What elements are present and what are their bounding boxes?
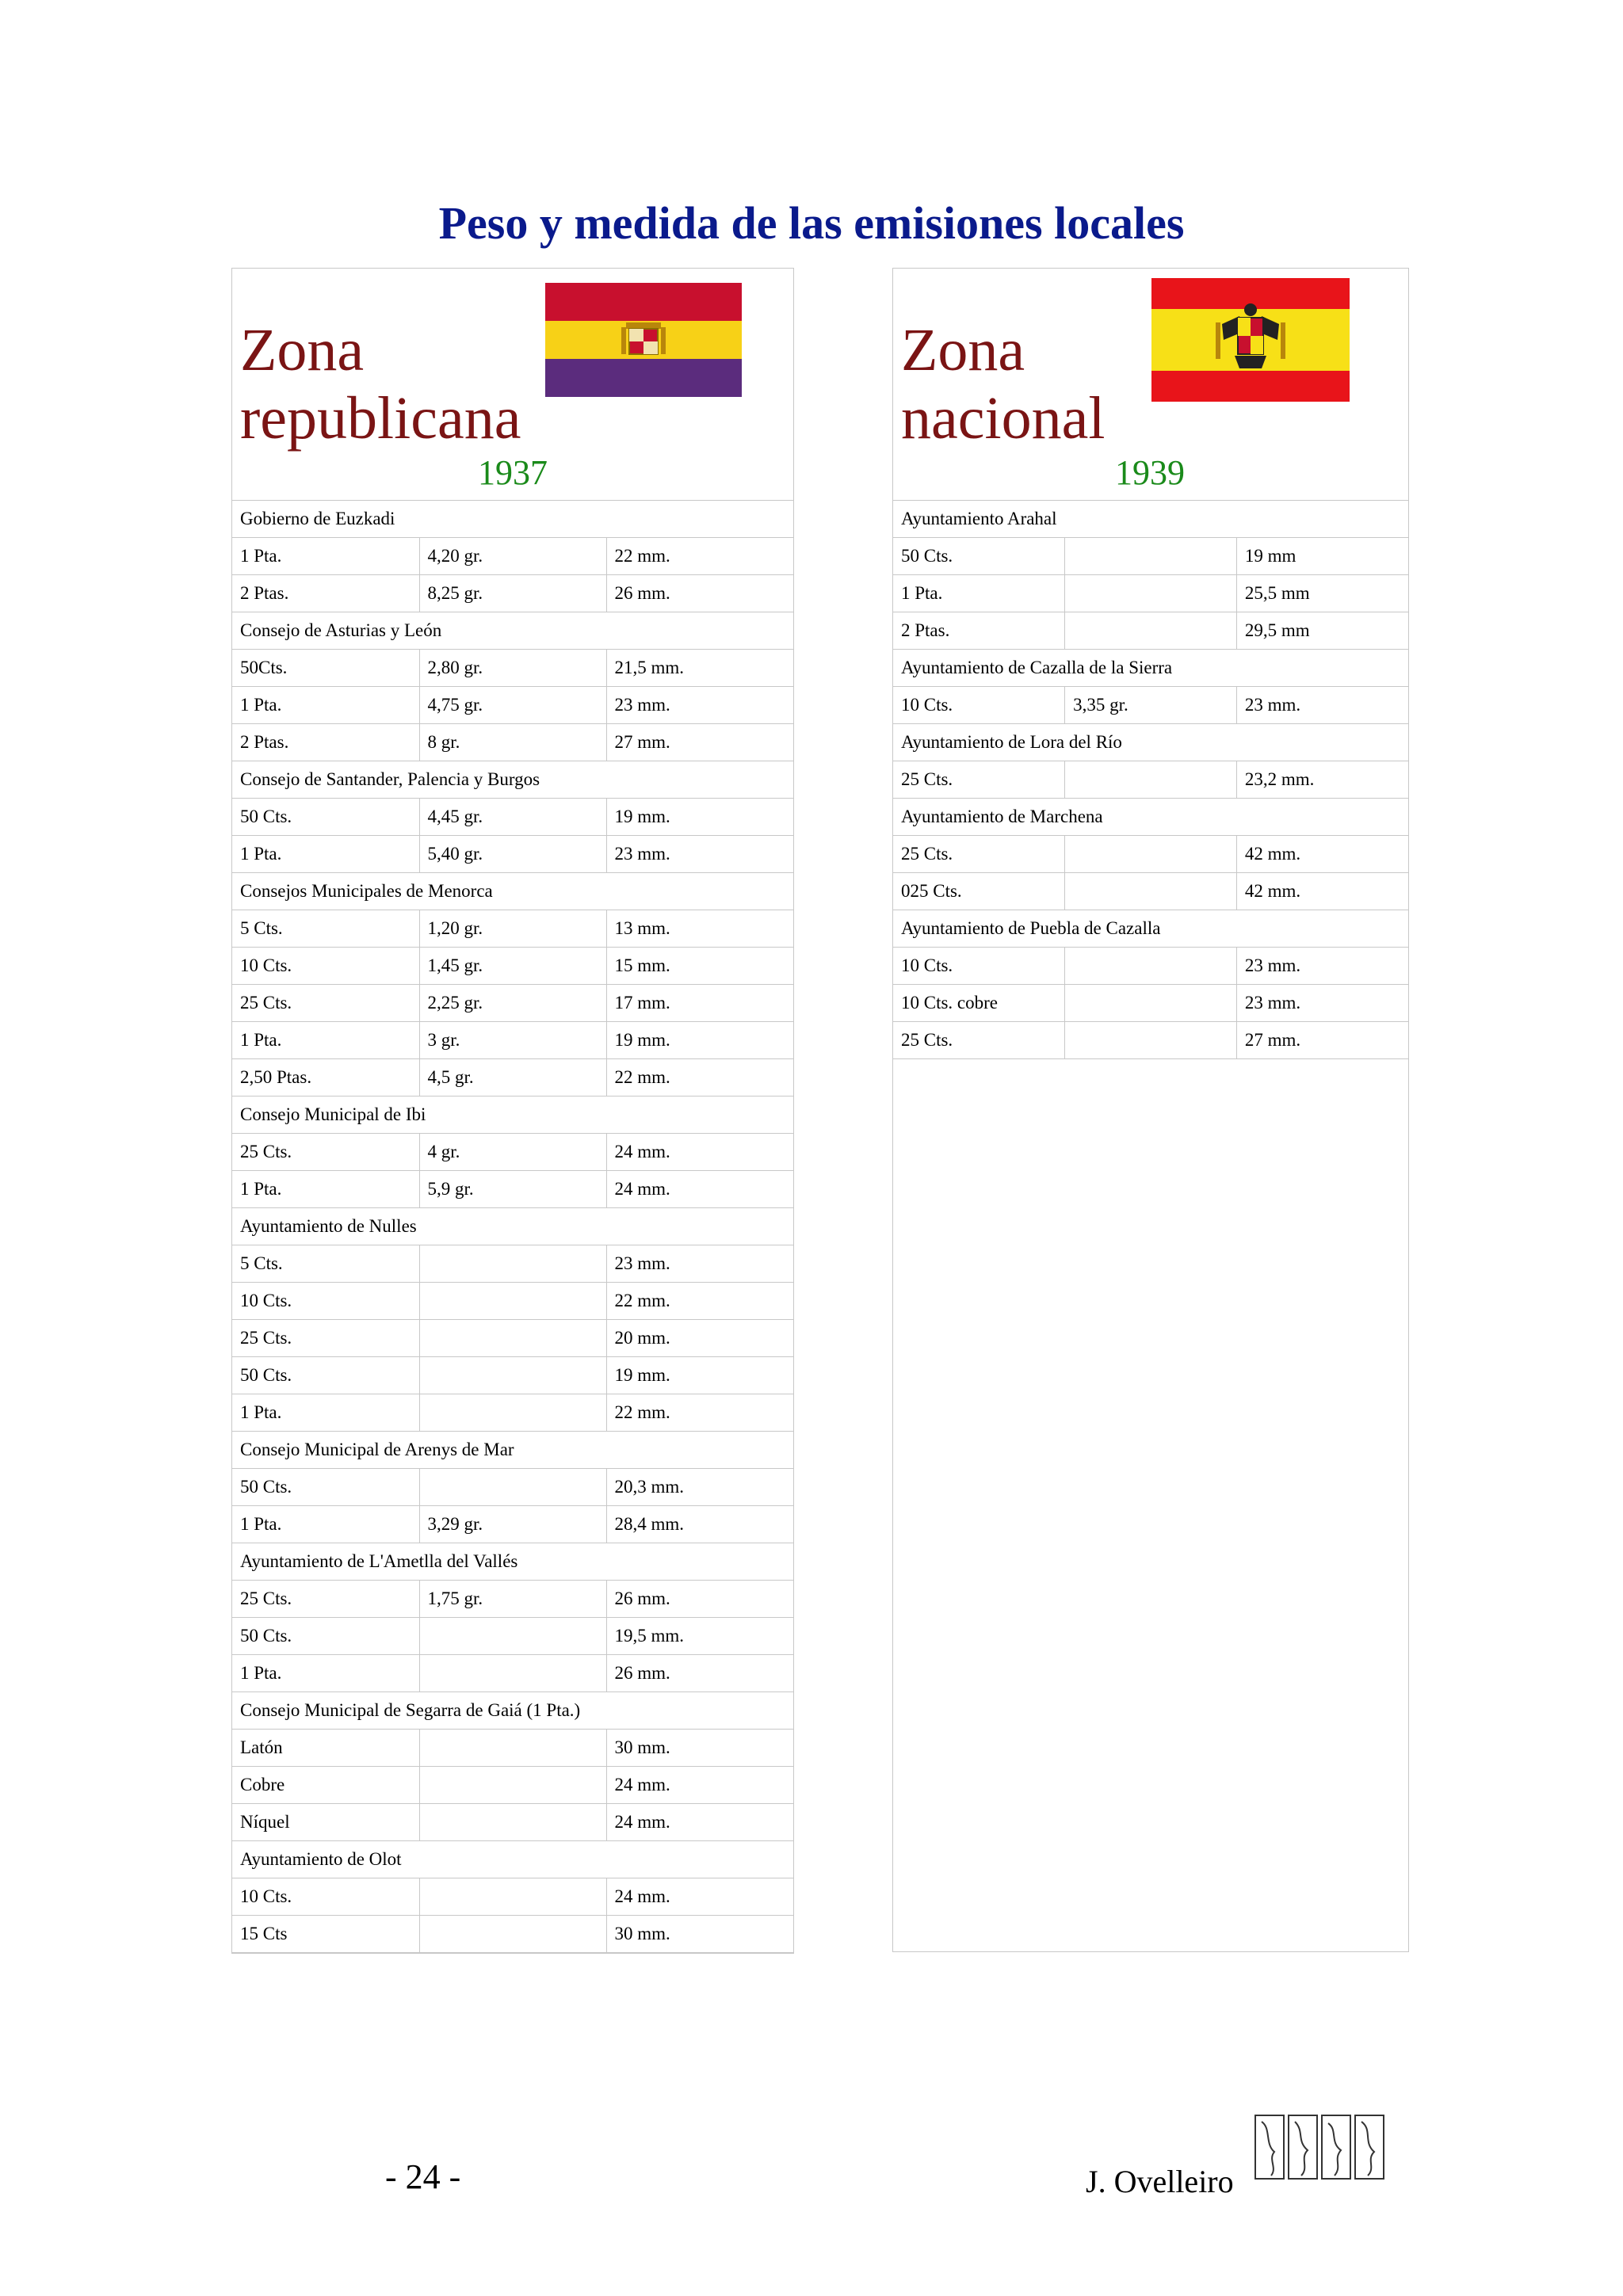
- zona-name: republicana: [240, 385, 521, 452]
- table-row: [232, 1581, 793, 1618]
- group-row: [232, 612, 793, 650]
- weight-cell: [419, 1767, 606, 1804]
- diameter-cell: 17 mm.: [606, 985, 793, 1022]
- group-label: Consejo de Asturias y León: [232, 612, 793, 650]
- author-name: J. Ovelleiro: [1086, 2164, 1234, 2199]
- table-row: [232, 538, 793, 575]
- weight-cell: 4 gr.: [419, 1134, 606, 1171]
- denomination-cell: 2,50 Ptas.: [232, 1059, 419, 1097]
- weight-cell: [419, 1469, 606, 1506]
- group-label: Ayuntamiento Arahal: [893, 501, 1408, 538]
- group-label: Ayuntamiento de Nulles: [232, 1208, 793, 1245]
- diameter-cell: 24 mm.: [606, 1878, 793, 1916]
- denomination-cell: 15 Cts: [232, 1916, 419, 1953]
- group-row: [893, 799, 1408, 836]
- nacional-column: [892, 268, 1409, 1952]
- group-label: Ayuntamiento de Cazalla de la Sierra: [893, 650, 1408, 687]
- diameter-cell: 22 mm.: [606, 1283, 793, 1320]
- denomination-cell: 25 Cts.: [232, 1320, 419, 1357]
- denomination-cell: 10 Cts.: [232, 1283, 419, 1320]
- diameter-cell: 22 mm.: [606, 538, 793, 575]
- diameter-cell: 26 mm.: [606, 575, 793, 612]
- weight-cell: 1,75 gr.: [419, 1581, 606, 1618]
- denomination-cell: 25 Cts.: [893, 1022, 1065, 1059]
- weight-cell: 2,80 gr.: [419, 650, 606, 687]
- denomination-cell: 2 Ptas.: [232, 724, 419, 761]
- group-row: [232, 1432, 793, 1469]
- group-row: [232, 1841, 793, 1878]
- table-row: [232, 836, 793, 873]
- nacional-header: [893, 269, 1408, 501]
- weight-cell: [1065, 873, 1237, 910]
- republicana-table: [232, 501, 793, 1953]
- weight-cell: 4,45 gr.: [419, 799, 606, 836]
- diameter-cell: 27 mm.: [606, 724, 793, 761]
- diameter-cell: 23 mm.: [606, 687, 793, 724]
- group-row: [232, 501, 793, 538]
- weight-cell: [1065, 985, 1237, 1022]
- table-row: [232, 1655, 793, 1692]
- republicana-header: [232, 269, 793, 501]
- diameter-cell: 30 mm.: [606, 1730, 793, 1767]
- table-row: [232, 575, 793, 612]
- weight-cell: [1065, 1022, 1237, 1059]
- group-row: [232, 1208, 793, 1245]
- denomination-cell: 10 Cts. cobre: [893, 985, 1065, 1022]
- diameter-cell: 23 mm.: [1236, 687, 1408, 724]
- group-row: [232, 1692, 793, 1730]
- group-row: [893, 650, 1408, 687]
- table-row: [893, 612, 1408, 650]
- denomination-cell: 1 Pta.: [232, 538, 419, 575]
- weight-cell: 2,25 gr.: [419, 985, 606, 1022]
- weight-cell: 8,25 gr.: [419, 575, 606, 612]
- table-row: [893, 575, 1408, 612]
- table-row: [232, 799, 793, 836]
- denomination-cell: Latón: [232, 1730, 419, 1767]
- denomination-cell: 50Cts.: [232, 650, 419, 687]
- diameter-cell: 19 mm.: [606, 1357, 793, 1394]
- table-row: [232, 910, 793, 948]
- table-row: [232, 1469, 793, 1506]
- page-title: Peso y medida de las emisiones locales: [438, 197, 1185, 249]
- group-label: Ayuntamiento de Puebla de Cazalla: [893, 910, 1408, 948]
- diameter-cell: 24 mm.: [606, 1134, 793, 1171]
- diameter-cell: 42 mm.: [1236, 836, 1408, 873]
- weight-cell: [419, 1618, 606, 1655]
- diameter-cell: 30 mm.: [606, 1916, 793, 1953]
- group-label: Ayuntamiento de Marchena: [893, 799, 1408, 836]
- denomination-cell: 2 Ptas.: [893, 612, 1065, 650]
- weight-cell: [1065, 538, 1237, 575]
- diameter-cell: 21,5 mm.: [606, 650, 793, 687]
- weight-cell: [419, 1878, 606, 1916]
- denomination-cell: 025 Cts.: [893, 873, 1065, 910]
- table-row: [232, 650, 793, 687]
- zona-year: 1937: [478, 453, 548, 492]
- table-row: [893, 836, 1408, 873]
- weight-cell: 5,9 gr.: [419, 1171, 606, 1208]
- table-row: [232, 1394, 793, 1432]
- denomination-cell: 25 Cts.: [232, 1134, 419, 1171]
- diameter-cell: 27 mm.: [1236, 1022, 1408, 1059]
- group-label: Consejo de Santander, Palencia y Burgos: [232, 761, 793, 799]
- diameter-cell: 20 mm.: [606, 1320, 793, 1357]
- zona-title: [901, 316, 1105, 452]
- zona-year: 1939: [1115, 453, 1185, 492]
- table-row: [893, 873, 1408, 910]
- group-label: Ayuntamiento de Lora del Río: [893, 724, 1408, 761]
- diameter-cell: 24 mm.: [606, 1171, 793, 1208]
- group-row: [232, 1097, 793, 1134]
- denomination-cell: Cobre: [232, 1767, 419, 1804]
- diameter-cell: 19 mm.: [606, 1022, 793, 1059]
- weight-cell: [419, 1394, 606, 1432]
- table-row: [232, 687, 793, 724]
- table-row: [232, 1022, 793, 1059]
- diameter-cell: 24 mm.: [606, 1804, 793, 1841]
- weight-cell: 4,20 gr.: [419, 538, 606, 575]
- denomination-cell: 50 Cts.: [232, 1469, 419, 1506]
- table-row: [232, 1283, 793, 1320]
- table-row: [232, 1245, 793, 1283]
- table-row: [232, 724, 793, 761]
- diameter-cell: 25,5 mm: [1236, 575, 1408, 612]
- national-flag-icon: [1151, 278, 1350, 402]
- table-row: [232, 1171, 793, 1208]
- weight-cell: 3,35 gr.: [1065, 687, 1237, 724]
- denomination-cell: 1 Pta.: [232, 1394, 419, 1432]
- zona-label: Zona: [901, 317, 1025, 383]
- weight-cell: 3,29 gr.: [419, 1506, 606, 1543]
- table-row: [232, 1320, 793, 1357]
- diameter-cell: 22 mm.: [606, 1059, 793, 1097]
- table-row: [232, 1134, 793, 1171]
- weight-cell: 5,40 gr.: [419, 836, 606, 873]
- table-row: [893, 948, 1408, 985]
- group-row: [232, 1543, 793, 1581]
- weight-cell: 1,45 gr.: [419, 948, 606, 985]
- group-label: Ayuntamiento de L'Ametlla del Vallés: [232, 1543, 793, 1581]
- denomination-cell: 1 Pta.: [232, 836, 419, 873]
- group-label: Consejos Municipales de Menorca: [232, 873, 793, 910]
- group-label: Gobierno de Euzkadi: [232, 501, 793, 538]
- denomination-cell: 50 Cts.: [893, 538, 1065, 575]
- denomination-cell: 50 Cts.: [232, 1618, 419, 1655]
- republican-flag-icon: [545, 283, 742, 397]
- weight-cell: [419, 1245, 606, 1283]
- group-row: [893, 501, 1408, 538]
- diameter-cell: 23,2 mm.: [1236, 761, 1408, 799]
- weight-cell: [1065, 948, 1237, 985]
- table-row: [232, 985, 793, 1022]
- table-row: [232, 1804, 793, 1841]
- weight-cell: [1065, 761, 1237, 799]
- author-logo-icon: [1254, 2112, 1385, 2182]
- denomination-cell: 25 Cts.: [232, 1581, 419, 1618]
- denomination-cell: 10 Cts.: [893, 948, 1065, 985]
- table-row: [893, 1022, 1408, 1059]
- zona-name: nacional: [901, 385, 1106, 452]
- diameter-cell: 19,5 mm.: [606, 1618, 793, 1655]
- weight-cell: [1065, 836, 1237, 873]
- group-row: [893, 724, 1408, 761]
- weight-cell: 4,75 gr.: [419, 687, 606, 724]
- table-row: [232, 1357, 793, 1394]
- denomination-cell: 10 Cts.: [232, 1878, 419, 1916]
- nacional-table: [893, 501, 1408, 1059]
- weight-cell: [419, 1804, 606, 1841]
- diameter-cell: 19 mm: [1236, 538, 1408, 575]
- denomination-cell: 25 Cts.: [232, 985, 419, 1022]
- weight-cell: [419, 1655, 606, 1692]
- zona-label: Zona: [240, 317, 365, 383]
- diameter-cell: 29,5 mm: [1236, 612, 1408, 650]
- table-row: [232, 1916, 793, 1953]
- table-row: [893, 761, 1408, 799]
- group-label: Consejo Municipal de Arenys de Mar: [232, 1432, 793, 1469]
- table-row: [232, 1618, 793, 1655]
- group-label: Ayuntamiento de Olot: [232, 1841, 793, 1878]
- denomination-cell: Níquel: [232, 1804, 419, 1841]
- denomination-cell: 5 Cts.: [232, 910, 419, 948]
- weight-cell: 4,5 gr.: [419, 1059, 606, 1097]
- republicana-column: [231, 268, 794, 1954]
- denomination-cell: 10 Cts.: [893, 687, 1065, 724]
- weight-cell: [1065, 575, 1237, 612]
- weight-cell: 8 gr.: [419, 724, 606, 761]
- denomination-cell: 1 Pta.: [232, 1655, 419, 1692]
- diameter-cell: 24 mm.: [606, 1767, 793, 1804]
- denomination-cell: 1 Pta.: [232, 1022, 419, 1059]
- table-row: [232, 1767, 793, 1804]
- table-row: [893, 538, 1408, 575]
- page-number: - 24 -: [385, 2157, 461, 2196]
- weight-cell: [419, 1357, 606, 1394]
- denomination-cell: 1 Pta.: [893, 575, 1065, 612]
- denomination-cell: 50 Cts.: [232, 1357, 419, 1394]
- diameter-cell: 28,4 mm.: [606, 1506, 793, 1543]
- weight-cell: [419, 1320, 606, 1357]
- diameter-cell: 22 mm.: [606, 1394, 793, 1432]
- diameter-cell: 19 mm.: [606, 799, 793, 836]
- diameter-cell: 26 mm.: [606, 1581, 793, 1618]
- denomination-cell: 1 Pta.: [232, 687, 419, 724]
- denomination-cell: 2 Ptas.: [232, 575, 419, 612]
- denomination-cell: 25 Cts.: [893, 836, 1065, 873]
- diameter-cell: 20,3 mm.: [606, 1469, 793, 1506]
- diameter-cell: 23 mm.: [1236, 948, 1408, 985]
- denomination-cell: 10 Cts.: [232, 948, 419, 985]
- group-row: [893, 910, 1408, 948]
- diameter-cell: 15 mm.: [606, 948, 793, 985]
- weight-cell: [419, 1283, 606, 1320]
- diameter-cell: 23 mm.: [1236, 985, 1408, 1022]
- table-row: [232, 1878, 793, 1916]
- group-label: Consejo Municipal de Segarra de Gaiá (1 Pta.): [232, 1692, 793, 1730]
- table-row: [232, 948, 793, 985]
- table-row: [893, 687, 1408, 724]
- denomination-cell: 5 Cts.: [232, 1245, 419, 1283]
- denomination-cell: 25 Cts.: [893, 761, 1065, 799]
- weight-cell: [1065, 612, 1237, 650]
- zona-title: [240, 316, 521, 452]
- diameter-cell: 23 mm.: [606, 1245, 793, 1283]
- weight-cell: [419, 1916, 606, 1953]
- weight-cell: 1,20 gr.: [419, 910, 606, 948]
- diameter-cell: 26 mm.: [606, 1655, 793, 1692]
- group-row: [232, 873, 793, 910]
- weight-cell: [419, 1730, 606, 1767]
- table-row: [232, 1059, 793, 1097]
- denomination-cell: 1 Pta.: [232, 1506, 419, 1543]
- denomination-cell: 50 Cts.: [232, 799, 419, 836]
- table-row: [232, 1730, 793, 1767]
- diameter-cell: 42 mm.: [1236, 873, 1408, 910]
- group-label: Consejo Municipal de Ibi: [232, 1097, 793, 1134]
- diameter-cell: 23 mm.: [606, 836, 793, 873]
- table-row: [893, 985, 1408, 1022]
- denomination-cell: 1 Pta.: [232, 1171, 419, 1208]
- diameter-cell: 13 mm.: [606, 910, 793, 948]
- weight-cell: 3 gr.: [419, 1022, 606, 1059]
- group-row: [232, 761, 793, 799]
- table-row: [232, 1506, 793, 1543]
